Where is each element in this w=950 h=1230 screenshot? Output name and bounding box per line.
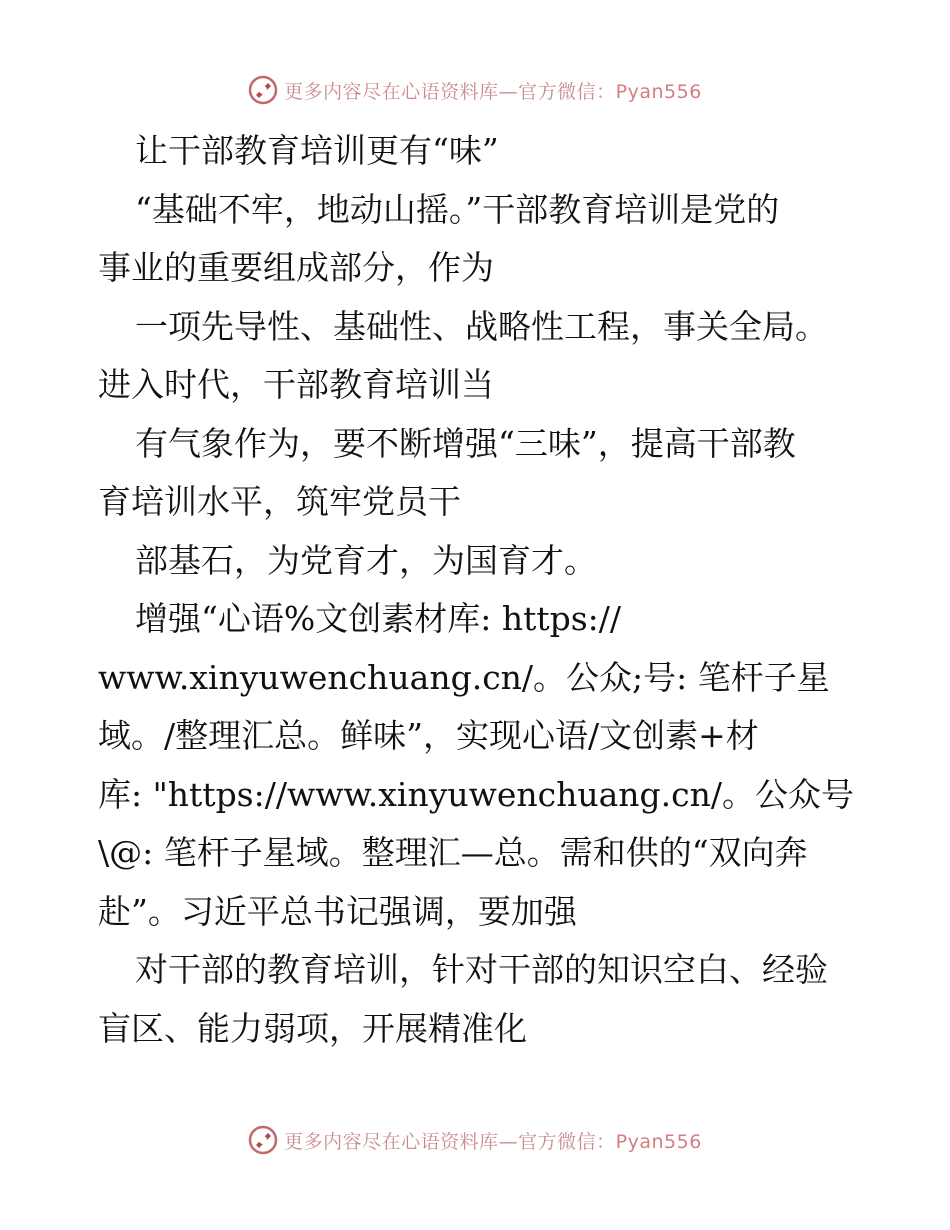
watermark-id: Pyan556 — [615, 1130, 702, 1153]
text-line: \@: 笔杆子星域。整理汇—总。需和供的“双向奔 — [98, 833, 808, 872]
document-body — [98, 122, 858, 1058]
text-line: “基础不牢，地动山摇。”干部教育培训是党的 — [135, 189, 780, 229]
logo-icon — [248, 1125, 278, 1155]
header-watermark — [0, 72, 950, 108]
watermark-text: 更多内容尽在心语资料库—官方微信：Pyan556 — [284, 1130, 702, 1153]
logo-icon — [248, 75, 278, 105]
footer-watermark — [0, 1122, 950, 1158]
text-line: 部基石，为党育才，为国育才。 — [135, 540, 597, 580]
text-line: 有气象作为，要不断增强“三味”，提高干部教 — [135, 423, 796, 463]
text-line: 对干部的教育培训，针对干部的知识空白、经验 — [135, 950, 828, 989]
watermark-id: Pyan556 — [615, 80, 702, 103]
text-line: 域。/整理汇总。鲜味”，实现心语/文创素+材 — [98, 716, 759, 755]
text-line: 库: "https://www.xinyuwenchuang.cn/。公众号 — [98, 774, 855, 814]
text-line: 让干部教育培训更有“味” — [135, 131, 499, 170]
text-line: www.xinyuwenchuang.cn/。公众;号: 笔杆子星 — [98, 657, 830, 697]
text-line: 盲区、能力弱项，开展精准化 — [98, 1008, 527, 1048]
watermark-text: 更多内容尽在心语资料库—官方微信：Pyan556 — [284, 80, 702, 103]
text-line: 进入时代，干部教育培训当 — [98, 365, 494, 404]
text-line: 增强“心语%文创素材库: https:// — [135, 599, 622, 638]
text-line: 育培训水平，筑牢党员干 — [98, 482, 461, 521]
text-line: 事业的重要组成部分，作为 — [98, 248, 494, 287]
text-line: 赴”。习近平总书记强调，要加强 — [98, 891, 577, 931]
text-line: 一项先导性、基础性、战略性工程，事关全局。 — [135, 306, 828, 346]
